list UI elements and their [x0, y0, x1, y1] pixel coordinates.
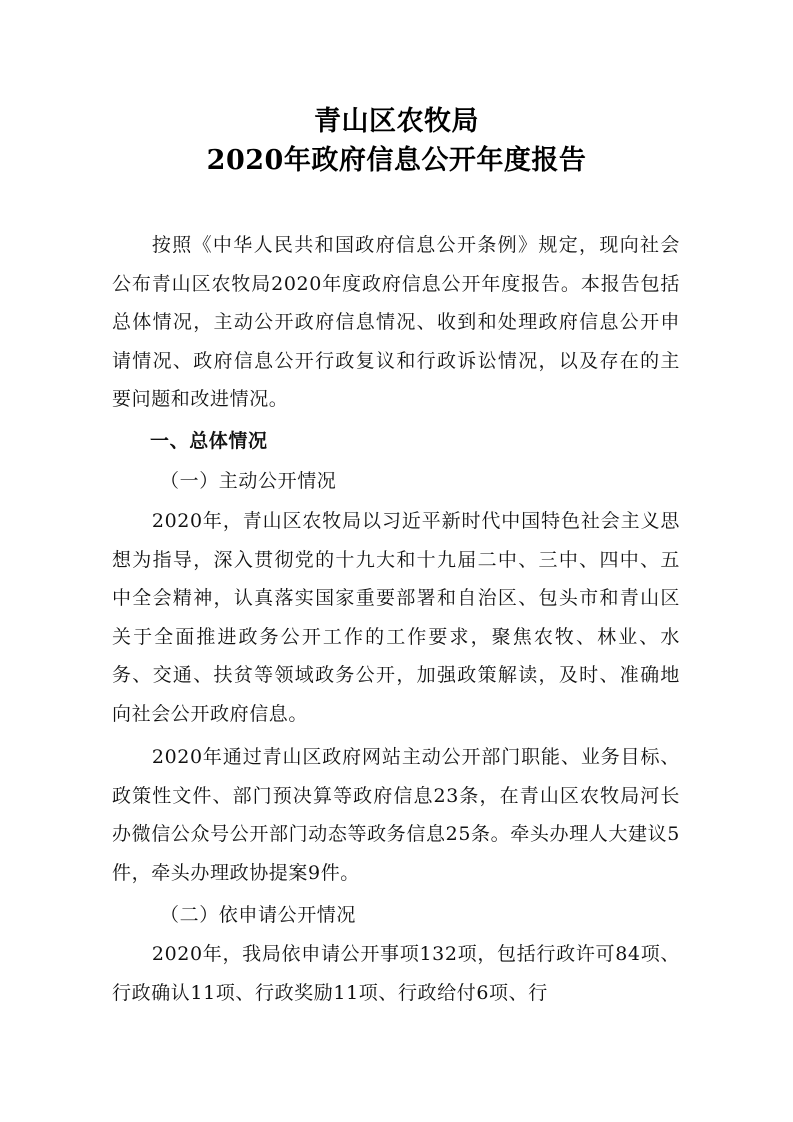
- active-disclosure-paragraph-2: 2020年通过青山区政府网站主动公开部门职能、业务目标、政策性文件、部门预决算等政府信息23条，在青山区农牧局河长办微信公众号公开部门动态等政务信息25条。牵头办理人大建议5件，牵头办理政协提案9件。: [112, 746, 680, 884]
- section-heading-overview: 一、总体情况: [150, 430, 268, 452]
- document-title-line2: 2020年政府信息公开年度报告: [206, 145, 587, 176]
- document-title-line1: 青山区农牧局: [314, 106, 479, 137]
- active-disclosure-paragraph-1: 2020年，青山区农牧局以习近平新时代中国特色社会主义思想为指导，深入贯彻党的十九大和十九届二中、三中、四中、五中全会精神，认真落实国家重要部署和自治区、包头市和青山区关于全面推进政务公开工作的工作要求，聚焦农牧、林业、水务、交通、扶贫等领域政务公开，加强政策解读，及时、准确地向社会公开政府信息。: [112, 510, 680, 725]
- subsection-heading-active-disclosure: （一）主动公开情况: [160, 470, 337, 492]
- subsection-heading-application-disclosure: （二）依申请公开情况: [160, 904, 357, 926]
- application-disclosure-paragraph: 2020年，我局依申请公开事项132项，包括行政许可84项、行政确认11项、行政奖励11项、行政给付6项、行: [112, 943, 680, 1004]
- intro-paragraph: 按照《中华人民共和国政府信息公开条例》规定，现向社会公布青山区农牧局2020年度政府信息公开年度报告。本报告包括总体情况，主动公开政府信息情况、收到和处理政府信息公开申请情况、政府信息公开行政复议和行政诉讼情况，以及存在的主要问题和改进情况。: [112, 234, 680, 410]
